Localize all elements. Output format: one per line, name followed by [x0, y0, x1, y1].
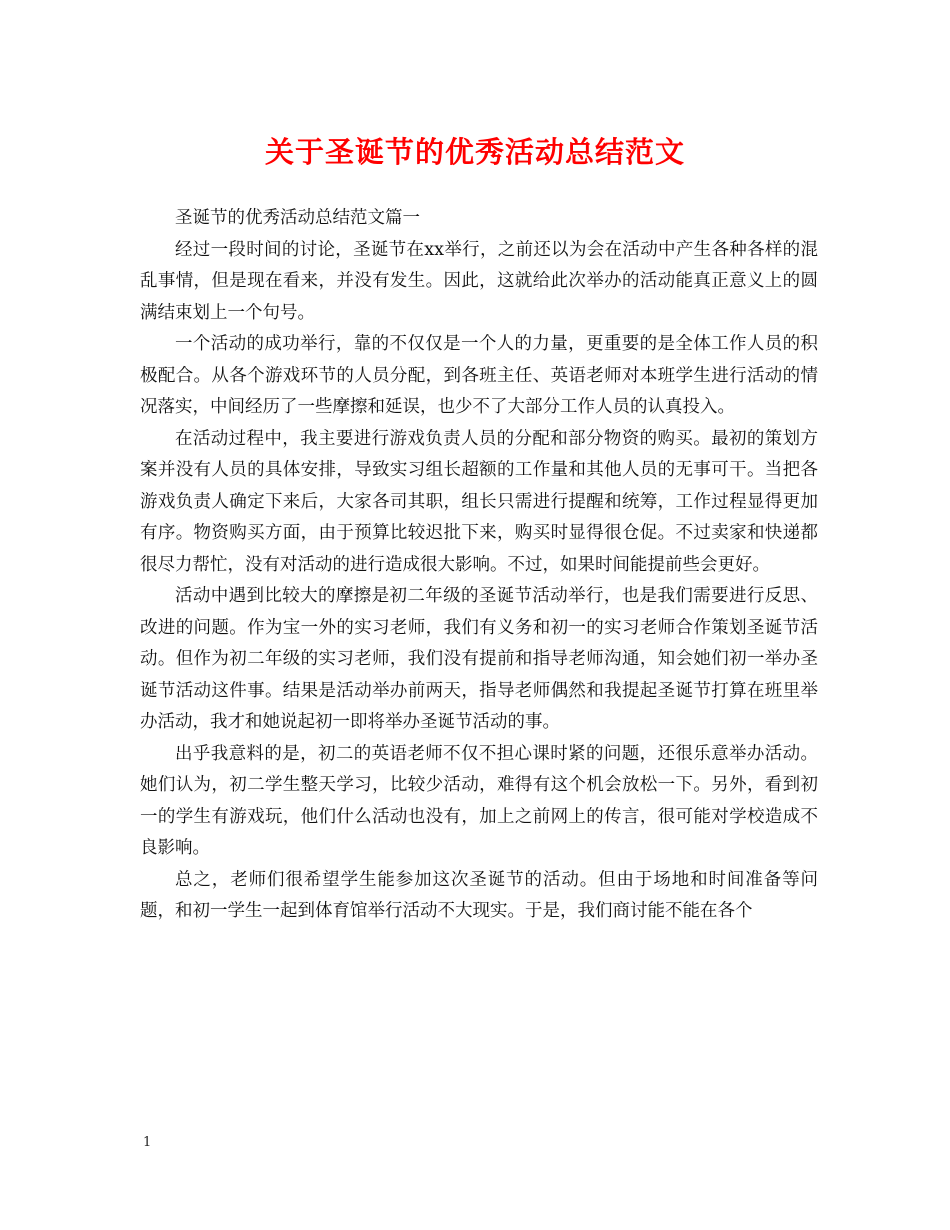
paragraph: 出乎我意料的是，初二的英语老师不仅不担心课时紧的问题，还很乐意举办活动。她们认为，初二学生整天学习，比较少活动，难得有这个机会放松一下。另外，看到初一的学生有游戏玩，他们什么活动也没有，加上之前网上的传言，很可能对学校造成不良影响。: [140, 743, 818, 858]
paragraph: 在活动过程中，我主要进行游戏负责人员的分配和部分物资的购买。最初的策划方案并没有人员的具体安排，导致实习组长超额的工作量和其他人员的无事可干。当把各游戏负责人确定下来后，大家各司其职，组长只需进行提醒和统筹，工作过程显得更加有序。物资购买方面，由于预算比较迟批下来，购买时显得很仓促。不过卖家和快递都很尽力帮忙，没有对活动的进行造成很大影响。不过，如果时间能提前些会更好。: [140, 428, 818, 575]
paragraph: 总之，老师们很希望学生能参加这次圣诞节的活动。但由于场地和时间准备等问题，和初一学生一起到体育馆举行活动不大现实。于是，我们商讨能不能在各个: [140, 869, 818, 921]
document-body: [140, 203, 818, 928]
paragraph: 一个活动的成功举行，靠的不仅仅是一个人的力量，更重要的是全体工作人员的积极配合。从各个游戏环节的人员分配，到各班主任、英语老师对本班学生进行活动的情况落实，中间经历了一些摩擦和延误，也少不了大部分工作人员的认真投入。: [140, 334, 818, 417]
page-number: 1: [143, 1135, 152, 1150]
section-heading: 圣诞节的优秀活动总结范文篇一: [175, 208, 420, 228]
document-title: 关于圣诞节的优秀活动总结范文: [264, 135, 685, 169]
paragraph: 经过一段时间的讨论，圣诞节在xx举行，之前还以为会在活动中产生各种各样的混乱事情，但是现在看来，并没有发生。因此，这就给此次举办的活动能真正意义上的圆满结束划上一个句号。: [140, 239, 818, 323]
paragraph: 活动中遇到比较大的摩擦是初二年级的圣诞节活动举行，也是我们需要进行反思、改进的问题。作为宝一外的实习老师，我们有义务和初一的实习老师合作策划圣诞节活动。但作为初二年级的实习老师，我们没有提前和指导老师沟通，知会她们初一举办圣诞节活动这件事。结果是活动举办前两天，指导老师偶然和我提起圣诞节打算在班里举办活动，我才和她说起初一即将举办圣诞节活动的事。: [140, 586, 818, 732]
